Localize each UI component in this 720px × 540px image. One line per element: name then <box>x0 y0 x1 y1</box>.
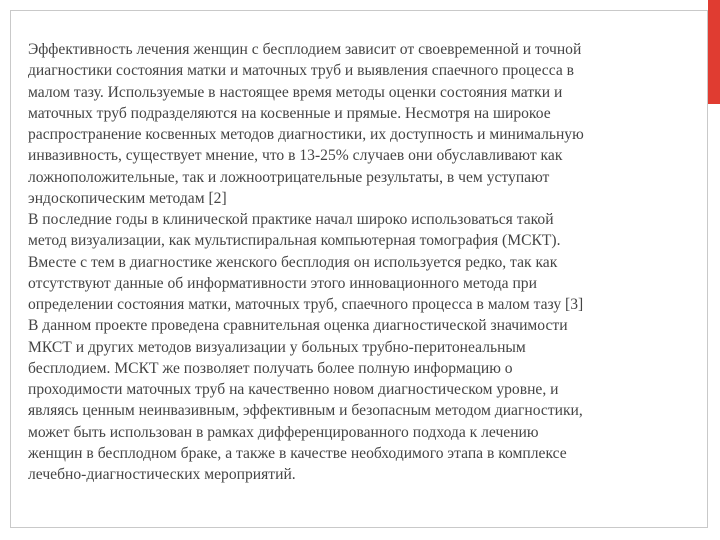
text-line: женщин в бесплодном браке, а также в качестве необходимого этапа в комплексе <box>28 444 567 462</box>
text-line: лечебно-диагностических мероприятий. <box>28 466 296 483</box>
text-line: В последние годы в клинической практике начал широко использоваться такой <box>28 211 554 228</box>
text-line: В данном проекте проведена сравнительная оценка диагностической значимости <box>28 317 568 335</box>
text-line: инвазивность, существует мнение, что в 13-25% случаев они обуславливают как <box>28 147 563 165</box>
text-line: ложноположительные, так и ложноотрицательные результаты, в чем уступают <box>28 168 550 186</box>
text-line: являясь ценным неинвазивным, эффективным и безопасным методом диагностики, <box>28 402 583 420</box>
text-line: малом тазу. Используемые в настоящее время методы оценки состояния матки и <box>28 83 563 101</box>
text-line: отсутствуют данные об информативности этого инновационного метода при <box>28 274 537 292</box>
body-text <box>28 39 678 485</box>
text-line: МКСТ и других методов визуализации у больных трубно-перитонеальным <box>28 338 526 356</box>
text-line: может быть использован в рамках дифференцированного подхода к лечению <box>28 423 539 441</box>
text-line: Эффективность лечения женщин с бесплодием зависит от своевременной и точной <box>28 41 582 58</box>
text-line: проходимости маточных труб на качественно новом диагностическом уровне, и <box>28 381 559 398</box>
text-line: бесплодием. МСКТ же позволяет получать более полную информацию о <box>28 359 513 377</box>
text-line: эндоскопическим методам [2] <box>28 189 227 207</box>
text-line: метод визуализации, как мультиспиральная компьютерная томография (МСКТ). <box>28 232 561 250</box>
accent-bar <box>708 0 720 104</box>
text-line: маточных труб подразделяются на косвенные и прямые. Несмотря на широкое <box>28 104 551 122</box>
text-line: определении состояния матки, маточных труб, спаечного процесса в малом тазу [3] <box>28 296 584 313</box>
text-line: диагностики состояния матки и маточных труб и выявления спаечного процесса в <box>28 62 575 80</box>
text-line: распространение косвенных методов диагностики, их доступность и минимальную <box>28 126 584 143</box>
text-line: Вместе с тем в диагностике женского бесплодия он используется редко, так как <box>28 253 558 271</box>
